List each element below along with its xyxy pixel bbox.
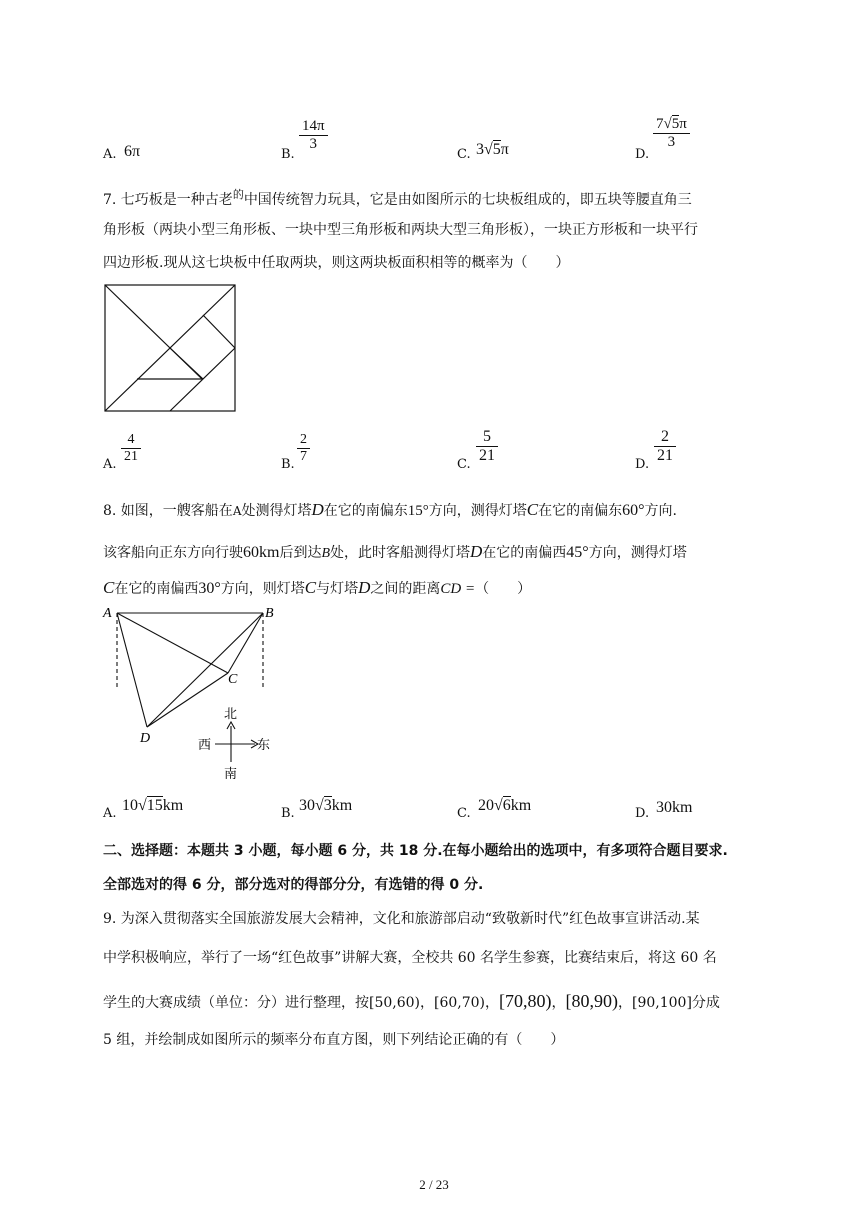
- west-label: 西: [198, 737, 212, 752]
- q8-option-d-label: D.: [635, 806, 650, 821]
- q7-option-a-label: A.: [103, 457, 117, 472]
- section-2-line-1: 二、选择题：本题共 3 小题，每小题 6 分，共 18 分.在每小题给出的选项中，有多项符合题目要求.: [103, 843, 728, 859]
- q6-option-c-label: C.: [457, 147, 471, 162]
- q8-option-a-value: 10√15km: [122, 797, 184, 814]
- q6-option-a-label: A.: [103, 147, 117, 162]
- q8-option-c-value: 20√6km: [478, 797, 532, 814]
- q6-option-d-fraction: $\frac{7√5\pi}{3}$: [653, 116, 690, 151]
- q7-line-1: 7. 七巧板是一种古老$^的$中国传统智力玩具，它是由如图所示的七块板组成的，即五块等腰直角三: [103, 188, 692, 208]
- q6-option-a-value: 6π: [124, 143, 141, 160]
- q7-option-a-fraction: $\frac{4}{21}$: [121, 432, 141, 465]
- tangram-figure: [104, 284, 238, 414]
- q6-option-c-value: 3√5π: [476, 141, 509, 158]
- q7-option-c-fraction: $\frac{5}{21}$: [476, 428, 498, 465]
- q7-option-c-label: C.: [457, 457, 471, 472]
- point-d-label: D: [140, 731, 151, 746]
- q6-option-d-label: D.: [635, 147, 650, 162]
- q8-option-b-label: B.: [281, 806, 295, 821]
- q7-line-2: 角形板（两块小型三角形板、一块中型三角形板和两块大型三角形板），一块正方形板和一块平行: [103, 222, 698, 238]
- q7-option-d-label: D.: [635, 457, 650, 472]
- q8-line-3: C在它的南偏西30°方向，则灯塔C与灯塔D之间的距离CD =（ ）: [103, 578, 532, 597]
- q8-option-a-label: A.: [103, 806, 117, 821]
- q9-line-4: 5 组，并绘制成如图所示的频率分布直方图，则下列结论正确的有（ ）: [103, 1032, 565, 1048]
- east-label: 东: [257, 737, 271, 752]
- q8-line-1: 8. 如图，一艘客船在A处测得灯塔D在它的南偏东15°方向，测得灯塔C在它的南偏东60°方向.: [103, 500, 677, 519]
- section-2-line-2: 全部选对的得 6 分，部分选对的得部分分，有选错的得 0 分.: [103, 877, 484, 893]
- south-label: 南: [224, 766, 238, 781]
- north-label: 北: [224, 706, 238, 721]
- q6-option-b-fraction: $\frac{14\pi}{3}$: [299, 118, 328, 153]
- q9-line-2: 中学积极响应，举行了一场“红色故事”讲解大赛，全校共 60 名学生参赛，比赛结束后，将这 60 名: [103, 950, 717, 966]
- q7-line-3: 四边形板.现从这七块板中任取两块，则这两块板面积相等的概率为（ ）: [103, 255, 570, 271]
- point-c-label: C: [228, 672, 238, 687]
- q7-option-d-fraction: $\frac{2}{21}$: [654, 428, 676, 465]
- page-number: 2 / 23: [419, 1177, 449, 1192]
- q7-option-b-fraction: $\frac{2}{7}$: [297, 432, 310, 465]
- point-a-label: A: [103, 606, 112, 621]
- q7-option-b-label: B.: [281, 457, 295, 472]
- q8-line-2: 该客船向正东方向行驶60km后到达B处，此时客船测得灯塔D在它的南偏西45°方向，测得灯塔: [103, 542, 687, 561]
- q8-option-b-value: 30√3km: [299, 797, 353, 814]
- q9-line-3: 学生的大赛成绩（单位：分）进行整理，按[50,60)，[60,70)，[70,80)，[80,90)，[90,100]分成: [103, 991, 720, 1011]
- q8-option-c-label: C.: [457, 806, 471, 821]
- q8-option-d-value: 30km: [656, 799, 693, 816]
- navigation-figure: [100, 600, 290, 790]
- q9-line-1: 9. 为深入贯彻落实全国旅游发展大会精神，文化和旅游部启动“致敬新时代”红色故事宣讲活动.某: [103, 911, 700, 927]
- q6-option-b-label: B.: [281, 147, 295, 162]
- point-b-label: B: [265, 606, 274, 621]
